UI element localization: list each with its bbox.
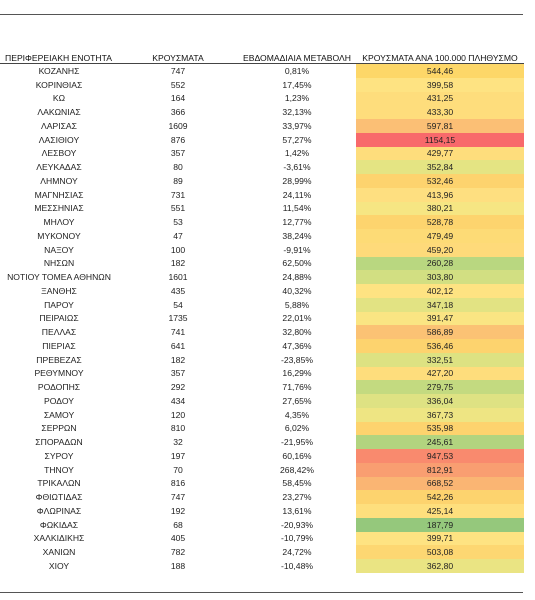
region-cell: ΣΕΡΡΩΝ — [41, 423, 77, 434]
region-cell: ΡΟΔΟΥ — [44, 395, 74, 406]
region-cell: ΦΛΩΡΙΝΑΣ — [36, 505, 82, 516]
table-row — [0, 257, 524, 271]
per-100k-cell: 425,14 — [356, 504, 524, 518]
per-100k-cell: 187,79 — [356, 518, 524, 532]
region-cell: ΤΡΙΚΑΛΩΝ — [37, 478, 81, 489]
per-100k-cell: 431,25 — [356, 92, 524, 106]
per-100k-cell: 544,46 — [356, 64, 524, 78]
table-row — [0, 394, 524, 408]
per-100k-cell: 668,52 — [356, 477, 524, 491]
per-100k-cell: 362,80 — [356, 559, 524, 573]
weekly-change-cell: 5,88% — [284, 299, 310, 310]
per-100k-cell: 303,80 — [356, 270, 524, 284]
table-row — [0, 64, 524, 78]
per-100k-cell: 433,30 — [356, 105, 524, 119]
per-100k-cell: 536,46 — [356, 339, 524, 353]
cases-cell: 405 — [170, 533, 186, 544]
region-cell: ΝΗΣΩΝ — [43, 258, 75, 269]
region-cell: ΧΙΟΥ — [48, 560, 70, 571]
table-row — [0, 435, 524, 449]
per-100k-cell: 535,98 — [356, 422, 524, 436]
region-cell: ΡΟΔΟΠΗΣ — [37, 382, 81, 393]
weekly-change-cell: 6,02% — [284, 423, 310, 434]
cases-cell: 434 — [170, 395, 186, 406]
region-cell: ΠΙΕΡΙΑΣ — [42, 340, 76, 351]
cases-cell: 1609 — [168, 120, 188, 131]
region-cell: ΛΗΜΝΟΥ — [40, 175, 78, 186]
weekly-change-cell: -10,48% — [280, 560, 313, 571]
weekly-change-cell: 23,27% — [282, 492, 312, 503]
cases-cell: 80 — [173, 162, 183, 173]
per-100k-cell: 459,20 — [356, 243, 524, 257]
cases-cell: 641 — [170, 340, 186, 351]
cases-cell: 164 — [170, 93, 186, 104]
per-100k-cell: 1154,15 — [356, 133, 524, 147]
cases-cell: 747 — [170, 492, 186, 503]
per-100k-cell: 399,58 — [356, 78, 524, 92]
weekly-change-cell: 24,11% — [282, 189, 312, 200]
weekly-change-cell: 27,65% — [282, 395, 312, 406]
table-row — [0, 188, 524, 202]
cases-cell: 32 — [173, 437, 183, 448]
table-row — [0, 105, 524, 119]
weekly-change-cell: 11,54% — [282, 203, 312, 214]
cases-cell: 551 — [170, 203, 186, 214]
table-row — [0, 147, 524, 161]
table-row — [0, 160, 524, 174]
table-row — [0, 119, 524, 133]
table-row — [0, 298, 524, 312]
per-100k-cell: 586,89 — [356, 325, 524, 339]
region-cell: ΛΑΚΩΝΙΑΣ — [37, 107, 81, 118]
weekly-change-cell: -10,79% — [280, 533, 313, 544]
per-100k-cell: 391,47 — [356, 312, 524, 326]
table-row — [0, 559, 524, 573]
per-100k-cell: 413,96 — [356, 188, 524, 202]
per-100k-cell: 332,51 — [356, 353, 524, 367]
cases-cell: 47 — [173, 230, 183, 241]
weekly-change-cell: -9,91% — [283, 244, 311, 255]
weekly-change-cell: 40,32% — [282, 285, 312, 296]
weekly-change-cell: 4,35% — [284, 409, 310, 420]
table-row — [0, 78, 524, 92]
cases-cell: 68 — [173, 519, 183, 530]
region-cell: ΧΑΝΙΩΝ — [42, 547, 76, 558]
cases-cell: 197 — [170, 450, 186, 461]
cases-cell: 816 — [170, 478, 186, 489]
weekly-change-cell: 16,29% — [282, 368, 312, 379]
weekly-change-cell: 28,99% — [282, 175, 312, 186]
weekly-change-cell: 22,01% — [282, 313, 312, 324]
weekly-change-cell: -23,85% — [280, 354, 313, 365]
weekly-change-cell: -3,61% — [283, 162, 311, 173]
region-cell: ΝΑΞΟΥ — [44, 244, 74, 255]
weekly-change-cell: -21,95% — [280, 437, 313, 448]
region-cell: ΦΘΙΩΤΙΔΑΣ — [35, 492, 83, 503]
table-row — [0, 215, 524, 229]
cases-cell: 54 — [173, 299, 183, 310]
table-row — [0, 284, 524, 298]
region-cell: ΛΕΥΚΑΔΑΣ — [36, 162, 82, 173]
per-100k-cell: 380,21 — [356, 202, 524, 216]
cases-cell: 70 — [173, 464, 183, 475]
weekly-change-cell: -20,93% — [280, 519, 313, 530]
region-cell: ΤΗΝΟΥ — [44, 464, 74, 475]
per-100k-cell: 279,75 — [356, 380, 524, 394]
weekly-change-cell: 38,24% — [282, 230, 312, 241]
table-body — [0, 64, 524, 573]
per-100k-cell: 479,49 — [356, 229, 524, 243]
region-cell: ΠΑΡΟΥ — [44, 299, 74, 310]
cases-cell: 1735 — [168, 313, 188, 324]
per-100k-cell: 597,81 — [356, 119, 524, 133]
table-row — [0, 367, 524, 381]
region-cell: ΚΟΡΙΝΘΙΑΣ — [35, 79, 83, 90]
per-100k-cell: 402,12 — [356, 284, 524, 298]
table-row — [0, 490, 524, 504]
header-cases-per-100k: ΚΡΟΥΣΜΑΤΑ ΑΝΑ 100.000 ΠΛΗΘΥΣΜΟ — [356, 52, 524, 64]
region-cell: ΣΠΟΡΑΔΩΝ — [35, 437, 83, 448]
table-row — [0, 133, 524, 147]
cases-cell: 357 — [170, 148, 186, 159]
region-cell: ΠΡΕΒΕΖΑΣ — [36, 354, 82, 365]
header-cases: ΚΡΟΥΣΜΑΤΑ — [118, 52, 238, 64]
region-cell: ΦΩΚΙΔΑΣ — [39, 519, 79, 530]
per-100k-cell: 528,78 — [356, 215, 524, 229]
table-row — [0, 477, 524, 491]
weekly-change-cell: 57,27% — [282, 134, 312, 145]
cases-cell: 747 — [170, 65, 186, 76]
table-row — [0, 408, 524, 422]
cases-cell: 357 — [170, 368, 186, 379]
table-row — [0, 353, 524, 367]
weekly-change-cell: 13,61% — [282, 505, 312, 516]
cases-cell: 292 — [170, 382, 186, 393]
region-cell: ΜΑΓΝΗΣΙΑΣ — [34, 189, 84, 200]
table-row — [0, 243, 524, 257]
table-row — [0, 229, 524, 243]
per-100k-cell: 352,84 — [356, 160, 524, 174]
cases-cell: 552 — [170, 79, 186, 90]
region-cell: ΠΕΙΡΑΙΩΣ — [39, 313, 79, 324]
bottom-rule — [0, 592, 523, 593]
table-row — [0, 312, 524, 326]
cases-cell: 1601 — [168, 272, 188, 283]
region-cell: ΛΑΣΙΘΙΟΥ — [38, 134, 80, 145]
weekly-change-cell: 1,23% — [284, 93, 310, 104]
region-cell: ΣΑΜΟΥ — [43, 409, 75, 420]
table-row — [0, 532, 524, 546]
region-cell: ΡΕΘΥΜΝΟΥ — [34, 368, 84, 379]
header-weekly-change: ΕΒΔΟΜΑΔΙΑΙΑ ΜΕΤΑΒΟΛΗ — [238, 52, 356, 64]
weekly-change-cell: 58,45% — [282, 478, 312, 489]
weekly-change-cell: 17,45% — [282, 79, 312, 90]
region-cell: ΠΕΛΛΑΣ — [41, 327, 77, 338]
weekly-change-cell: 12,77% — [282, 217, 312, 228]
cases-cell: 876 — [170, 134, 186, 145]
cases-cell: 53 — [173, 217, 183, 228]
per-100k-cell: 429,77 — [356, 147, 524, 161]
weekly-change-cell: 47,36% — [282, 340, 312, 351]
cases-cell: 188 — [170, 560, 186, 571]
regional-cases-table — [0, 52, 524, 573]
table-row — [0, 380, 524, 394]
per-100k-cell: 347,18 — [356, 298, 524, 312]
weekly-change-cell: 1,42% — [284, 148, 310, 159]
weekly-change-cell: 33,97% — [282, 120, 312, 131]
table-row — [0, 325, 524, 339]
weekly-change-cell: 32,13% — [282, 107, 312, 118]
header-row — [0, 52, 524, 64]
cases-cell: 435 — [170, 285, 186, 296]
weekly-change-cell: 24,72% — [282, 547, 312, 558]
table-row — [0, 422, 524, 436]
cases-cell: 89 — [173, 175, 183, 186]
cases-cell: 731 — [170, 189, 186, 200]
cases-cell: 366 — [170, 107, 186, 118]
weekly-change-cell: 62,50% — [282, 258, 312, 269]
cases-cell: 182 — [170, 258, 186, 269]
weekly-change-cell: 71,76% — [282, 382, 312, 393]
per-100k-cell: 532,46 — [356, 174, 524, 188]
table-row — [0, 463, 524, 477]
region-cell: ΧΑΛΚΙΔΙΚΗΣ — [33, 533, 85, 544]
table-row — [0, 339, 524, 353]
top-rule — [0, 14, 523, 15]
per-100k-cell: 427,20 — [356, 367, 524, 381]
cases-cell: 192 — [170, 505, 186, 516]
per-100k-cell: 542,26 — [356, 490, 524, 504]
region-cell: ΞΑΝΘΗΣ — [41, 285, 77, 296]
region-cell: ΣΥΡΟΥ — [44, 450, 74, 461]
cases-cell: 782 — [170, 547, 186, 558]
table-row — [0, 92, 524, 106]
weekly-change-cell: 268,42% — [280, 464, 314, 475]
per-100k-cell: 947,53 — [356, 449, 524, 463]
region-cell: ΛΕΣΒΟΥ — [41, 148, 77, 159]
cases-cell: 100 — [170, 244, 186, 255]
table-row — [0, 174, 524, 188]
weekly-change-cell: 32,80% — [282, 327, 312, 338]
region-cell: ΜΕΣΣΗΝΙΑΣ — [34, 203, 84, 214]
weekly-change-cell: 0,81% — [284, 65, 310, 76]
per-100k-cell: 260,28 — [356, 257, 524, 271]
header-region: ΠΕΡΙΦΕΡΕΙΑΚΗ ΕΝΟΤΗΤΑ — [0, 52, 118, 64]
per-100k-cell: 399,71 — [356, 532, 524, 546]
region-cell: ΛΑΡΙΣΑΣ — [41, 120, 77, 131]
region-cell: ΚΟΖΑΝΗΣ — [38, 65, 80, 76]
table-row — [0, 449, 524, 463]
weekly-change-cell: 60,16% — [282, 450, 312, 461]
table-row — [0, 270, 524, 284]
table-row — [0, 202, 524, 216]
cases-cell: 810 — [170, 423, 186, 434]
per-100k-cell: 367,73 — [356, 408, 524, 422]
table-row — [0, 518, 524, 532]
weekly-change-cell: 24,88% — [282, 272, 312, 283]
per-100k-cell: 336,04 — [356, 394, 524, 408]
cases-cell: 120 — [170, 409, 186, 420]
region-cell: ΜΗΛΟΥ — [43, 217, 75, 228]
table-row — [0, 504, 524, 518]
region-cell: ΜΥΚΟΝΟΥ — [37, 230, 81, 241]
cases-cell: 741 — [170, 327, 186, 338]
cases-cell: 182 — [170, 354, 186, 365]
table-row — [0, 545, 524, 559]
per-100k-cell: 503,08 — [356, 545, 524, 559]
per-100k-cell: 245,61 — [356, 435, 524, 449]
per-100k-cell: 812,91 — [356, 463, 524, 477]
region-cell: ΝΟΤΙΟΥ ΤΟΜΕΑ ΑΘΗΝΩΝ — [7, 272, 111, 283]
region-cell: ΚΩ — [52, 93, 66, 104]
